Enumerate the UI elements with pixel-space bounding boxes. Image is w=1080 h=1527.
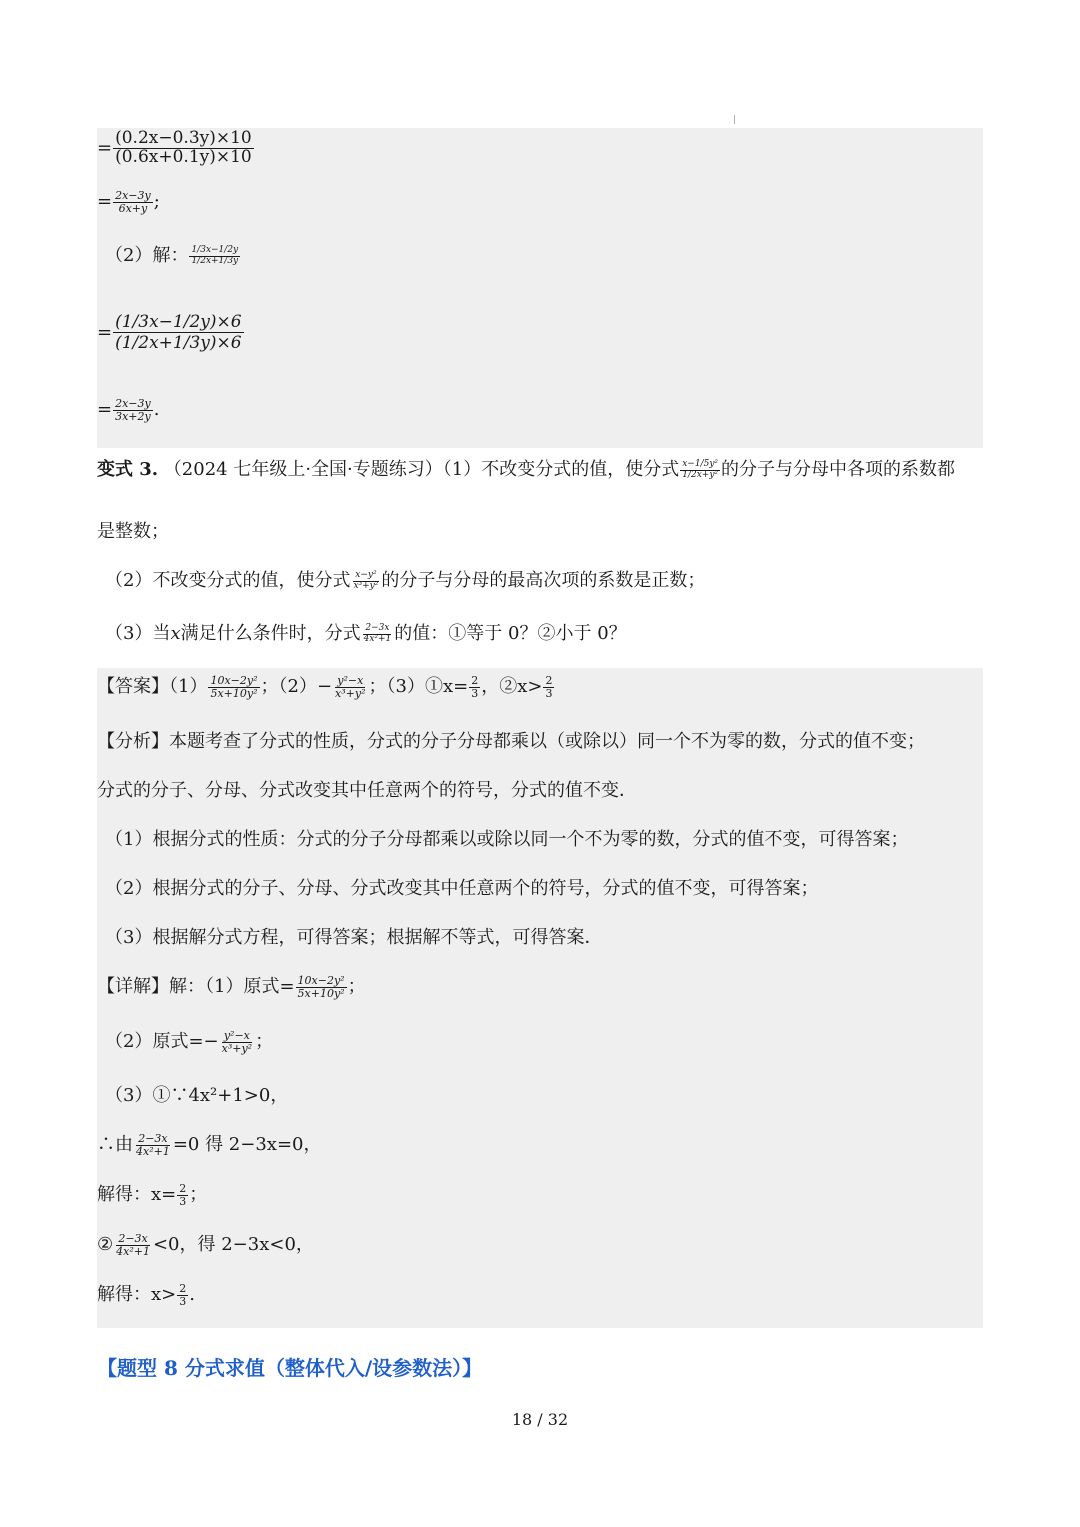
- solution-block-1: [97, 128, 983, 448]
- page-mark: [734, 115, 735, 124]
- variant-q2: （2）不改变分式的值，使分式 $\frac{\text{x−y²}}{\text{x³+y²}}$ 的分子与分母的最高次项的系数是正数；: [105, 570, 706, 591]
- detail-line-6: ② $\frac{2-3x}{\text{4x²+1}}$ <0，得 2−3x<0，: [97, 1232, 314, 1258]
- fraction-denominator: (0.6x+0.1y)×10: [115, 146, 252, 167]
- analysis-label: 【分析】: [97, 731, 169, 752]
- part2-question: （2）解： $\frac{1/3x-1/2y}{1/2x+1/3y}$: [105, 245, 239, 266]
- detail-label: 【详解】: [97, 976, 169, 998]
- detail-line-3: （3）①∵4x²+1>0，: [105, 1085, 289, 1106]
- detail-line-5: 解得：x= $\frac{2}{3}$ ；: [97, 1182, 208, 1208]
- variant-q1-cont: 是整数；: [97, 521, 169, 542]
- detail-line-1: 【详解】解：（1）原式= $\frac{\text{10x−2y²}}{\text{5x+10y²}}$ ；: [97, 974, 366, 1000]
- analysis-line-5: （3）根据解分式方程，可得答案；根据解不等式，可得答案．: [105, 927, 603, 948]
- part2-scaled-fraction: = $\frac{(1/3x-1/2y)\times 6}{(1/2x+1/3y)\times 6}$: [97, 312, 242, 354]
- detail-line-7: 解得：x> $\frac{2}{3}$ .: [97, 1282, 195, 1308]
- answer-label: 【答案】: [97, 676, 169, 698]
- answer-line: 【答案】（1） $\frac{\text{10x−2y²}}{\text{5x+10y²}}$ ；（2）− $\frac{\text{y²−x}}{\text{x³+y²}}$ ；（3）①x= $\frac{2}{3}$ ，②x> $\frac{2}{3}$: [97, 674, 553, 700]
- analysis-line-3: （1）根据分式的性质：分式的分子分母都乘以或除以同一个不为零的数，分式的值不变，可得答案；: [105, 829, 909, 850]
- page-number: 18 / 32: [511, 1410, 569, 1429]
- part2-result: = $\frac{2x-3y}{3x+2y}$ .: [97, 397, 160, 423]
- step-result-1: = $\frac{2x-3y}{6x+y}$ ;: [97, 189, 160, 215]
- fraction-numerator: (0.2x−0.3y)×10: [115, 128, 252, 148]
- variant-q1: 变式 3. （2024 七年级上·全国·专题练习）（1）不改变分式的值，使分式 $\frac{\text{x−1/5y²}}{\text{1/2x+y²}}$ 的分子与分母中各项的系数都: [97, 459, 956, 480]
- analysis-line-1: 【分析】本题考查了分式的性质，分式的分子分母都乘以（或除以）同一个不为零的数，分式的值不变；: [97, 731, 925, 752]
- variant-label: 变式 3.: [97, 459, 159, 480]
- analysis-line-4: （2）根据分式的分子、分母、分式改变其中任意两个的符号，分式的值不变，可得答案；: [105, 878, 819, 899]
- step-big-fraction: = $\frac{(0.2x-0.3y)\times 10}{(0.6x+0.1y)\times 10}$: [97, 128, 252, 167]
- detail-line-4: ∴由 $\frac{2-3x}{\text{4x²+1}}$ =0 得 2−3x=0，: [97, 1132, 322, 1158]
- section-heading: 【题型 8 分式求值（整体代入/设参数法）】: [97, 1356, 483, 1380]
- detail-line-2: （2）原式=− $\frac{\text{y²−x}}{\text{x³+y²}}$ ；: [105, 1029, 274, 1055]
- variant-q3: （3）当x满足什么条件时，分式 $\frac{2-3x}{\text{4x²+1}}$ 的值：①等于 0？②小于 0？: [105, 623, 627, 644]
- analysis-line-2: 分式的分子、分母、分式改变其中任意两个的符号，分式的值不变．: [97, 780, 637, 801]
